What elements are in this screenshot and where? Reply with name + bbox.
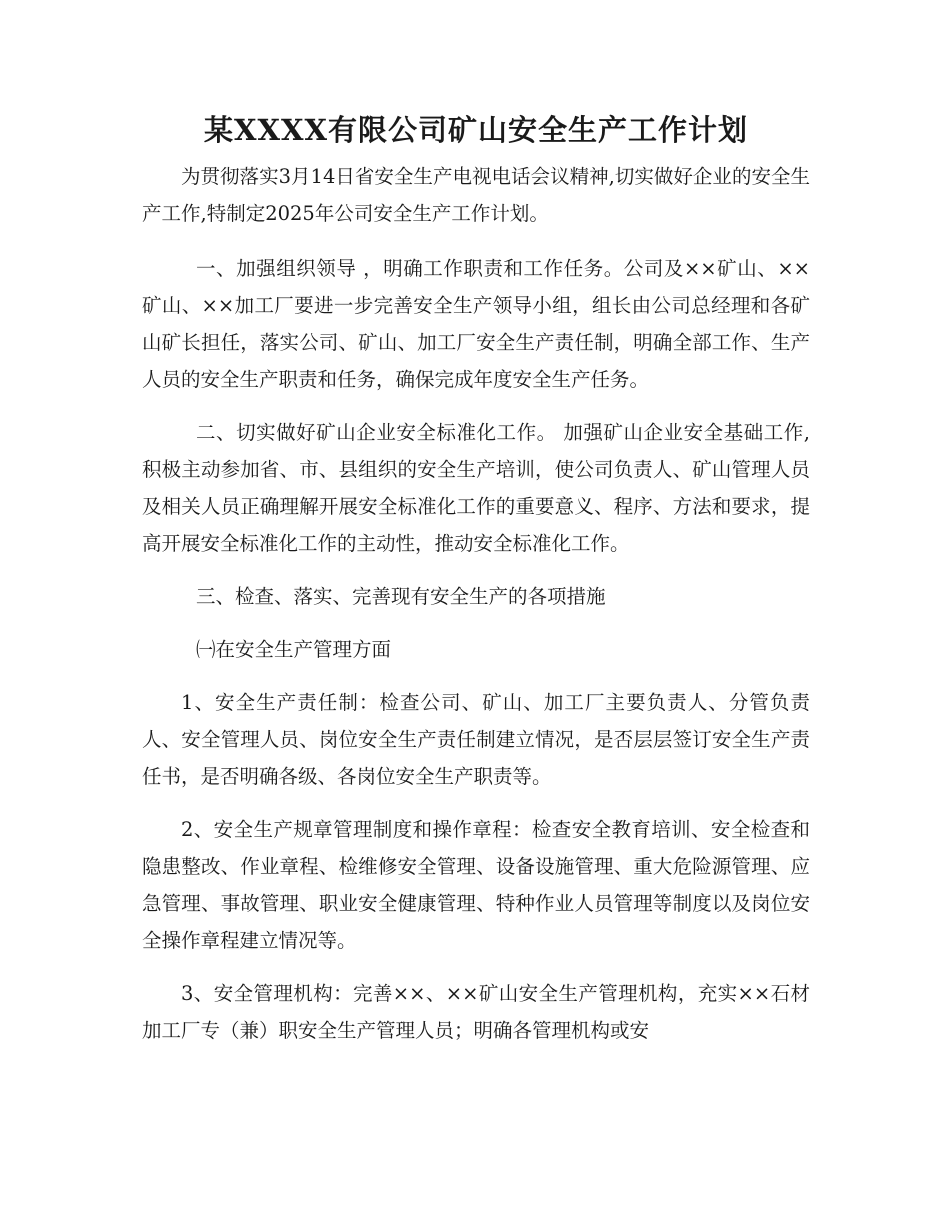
item-2-paragraph: 2、安全生产规章管理制度和操作章程：检查安全教育培训、安全检查和隐患整改、作业章程、检维修安全管理、设备设施管理、重大危险源管理、应急管理、事故管理、职业安全健康管理、特种作业人员管理等制度以及岗位安全操作章程建立情况等。 [142,818,810,952]
intro-paragraph: 为贯彻落实3月14日省安全生产电视电话会议精神,切实做好企业的安全生产工作,特制定2025年公司安全生产工作计划。 [142,165,810,225]
section-2-paragraph: 二、切实做好矿山企业安全标准化工作。 加强矿山企业安全基础工作,积极主动参加省、市、县组织的安全生产培训，使公司负责人、矿山管理人员及相关人员正确理解开展安全标准化工作的重要意义、程序、方法和要求，提高开展安全标准化工作的主动性，推动安全标准化工作。 [142,421,810,555]
item-1-paragraph: 1、安全生产责任制：检查公司、矿山、加工厂主要负责人、分管负责人、安全管理人员、岗位安全生产责任制建立情况，是否层层签订安全生产责任书，是否明确各级、各岗位安全生产职责等。 [142,691,810,788]
item-3-paragraph: 3、安全管理机构：完善××、××矿山安全生产管理机构，充实××石材加工厂专（兼）职安全生产管理人员；明确各管理机构或安 [142,982,810,1042]
subsection-1-heading: ㈠在安全生产管理方面 [196,638,392,661]
document-page [142,108,810,1049]
document-title: 某XXXX有限公司矿山安全生产工作计划 [203,113,748,147]
section-3-heading: 三、检查、落实、完善现有安全生产的各项措施 [196,585,606,608]
section-1-paragraph: 一、加强组织领导 ，明确工作职责和工作任务。公司及××矿山、××矿山、××加工厂要进一步完善安全生产领导小组，组长由公司总经理和各矿山矿长担任，落实公司、矿山、加工厂安全生产责任制，明确全部工作、生产人员的安全生产职责和任务，确保完成年度安全生产任务。 [142,257,810,391]
